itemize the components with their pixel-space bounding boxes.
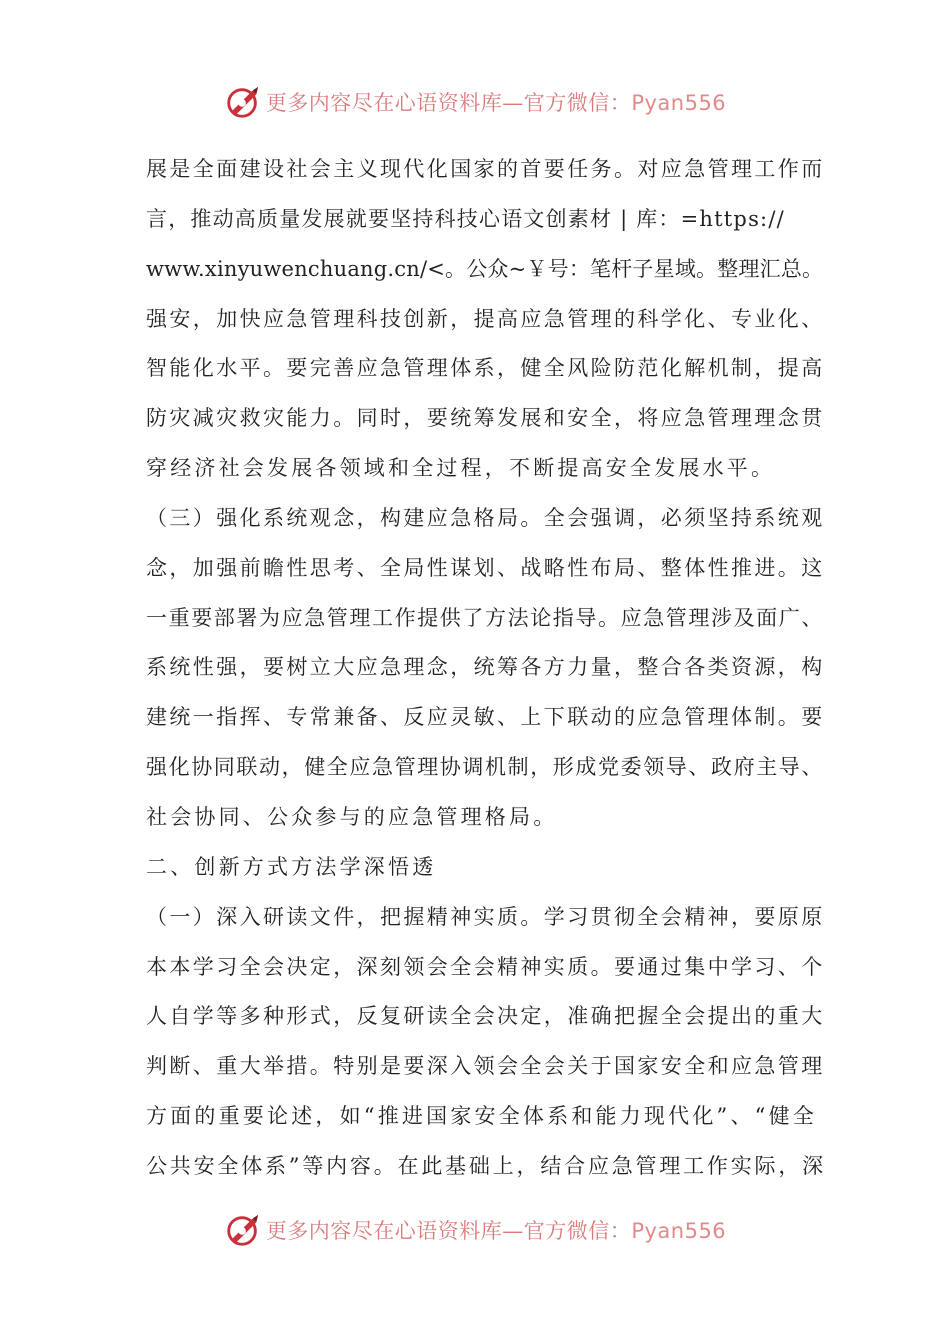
body-line: 一重要部署为应急管理工作提供了方法论指导。应急管理涉及面广、 — [146, 605, 824, 630]
body-line: www.xinyuwenchuang.cn/<。公众~￥号：笔杆子星域。整理汇总。 — [146, 256, 824, 281]
body-line: 穿经济社会发展各领域和全过程，不断提高安全发展水平。 — [146, 456, 776, 481]
body-line: 公共安全体系”等内容。在此基础上，结合应急管理工作实际，深 — [146, 1153, 826, 1178]
body-line: 人自学等多种形式，反复研读全会决定，准确把握全会提出的重大 — [146, 1004, 825, 1029]
body-line: 展是全面建设社会主义现代化国家的首要任务。对应急管理工作而 — [146, 157, 825, 181]
body-line: 本本学习全会决定，深刻领会全会精神实质。要通过集中学习、个 — [146, 954, 825, 979]
pen-logo-icon — [224, 83, 262, 121]
footer-banner-text: 更多内容尽在心语资料库—官方微信：Pyan556 — [265, 1219, 727, 1243]
pen-logo-icon — [224, 1211, 262, 1249]
body-line: 强化协同联动，健全应急管理协调机制，形成党委领导、政府主导、 — [146, 755, 824, 780]
body-line: 建统一指挥、专常兼备、反应灵敏、上下联动的应急管理体制。要 — [146, 705, 825, 730]
section-heading: 二、创新方式方法学深悟透 — [146, 854, 437, 879]
body-line: 智能化水平。要完善应急管理体系，健全风险防范化解机制，提高 — [146, 356, 825, 381]
document-body — [146, 145, 826, 1192]
body-line: 言，推动高质量发展就要坚持科技心语文创素材 | 库：=https:// — [146, 206, 785, 231]
body-line: 念，加强前瞻性思考、全局性谋划、战略性布局、整体性推进。这 — [146, 555, 825, 580]
body-line: 系统性强，要树立大应急理念，统筹各方力量，整合各类资源，构 — [146, 655, 825, 680]
header-banner — [0, 80, 950, 124]
body-line: 方面的重要论述，如“推进国家安全体系和能力现代化”、“健全 — [146, 1104, 818, 1129]
body-line: 防灾减灾救灾能力。同时，要统筹发展和安全，将应急管理理念贯 — [146, 406, 825, 431]
body-line: （三）强化系统观念，构建应急格局。全会强调，必须坚持系统观 — [146, 505, 825, 530]
body-line: （一）深入研读文件，把握精神实质。学习贯彻全会精神，要原原 — [146, 904, 825, 929]
body-line: 强安，加快应急管理科技创新，提高应急管理的科学化、专业化、 — [146, 306, 825, 331]
footer-banner — [0, 1208, 950, 1252]
footer-wechat-id: Pyan556 — [631, 1219, 727, 1243]
header-wechat-id: Pyan556 — [631, 91, 727, 115]
header-banner-text: 更多内容尽在心语资料库—官方微信：Pyan556 — [265, 91, 727, 115]
body-line: 社会协同、公众参与的应急管理格局。 — [146, 804, 558, 829]
body-line: 判断、重大举措。特别是要深入领会全会关于国家安全和应急管理 — [146, 1054, 825, 1079]
